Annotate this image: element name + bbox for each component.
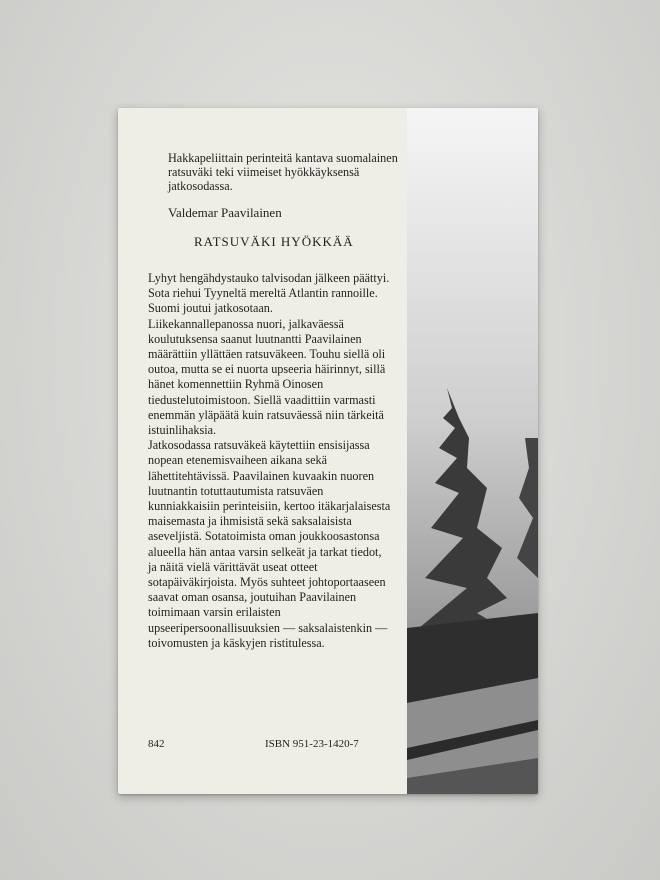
description-paragraph-2: Liikekannallepanossa nuori, jalkaväessä koulutuksensa saanut luutnantti Paavilainen määrättiin yllättäen ratsuväkeen. Touhu siellä oli outoa, mutta se ei nuorta upseeria häirinnyt, sillä hänet komennettiin Ryhmä Oinosen tiedustelutoimistoon. Siellä vaadittiin varmasti enemmän yläpäätä kuin ratsuväessä niin tärkeitä istuinlihaksia.: [148, 316, 386, 438]
book-back-cover: [118, 108, 538, 794]
book-title: RATSUVÄKI HYÖKKÄÄ: [194, 234, 354, 249]
product-code: 842: [148, 738, 165, 750]
text-panel: [118, 108, 407, 794]
isbn: ISBN 951-23-1420-7: [265, 738, 359, 750]
description: [148, 271, 393, 651]
blurb-text: Hakkapeliittain perinteitä kantava suomalainen ratsuväki teki viimeiset hyökkäyksensä jatkosodassa.: [168, 151, 398, 193]
landscape-photo: [407, 108, 538, 794]
author-name: Valdemar Paavilainen: [168, 205, 282, 220]
description-paragraph-3: Jatkosodassa ratsuväkeä käytettiin ensisijassa nopean etenemisvaiheen aikana sekä lähettitehtävissä. Paavilainen kuvaakin nuoren luutnantin totuttautumista ratsuväen kunniakkaisiin perinteisiin, kertoo itäkarjalaisesta maisemasta ja ihmisistä sekä saksalaisista aseveljistä. Sotatoimista oman joukkoosastonsa alueella hän antaa varsin selkeät ja tarkat tiedot, ja näitä vielä värittävät useat otteet sotapäiväkirjoista. Myös suhteet johtoportaaseen saavat oman osansa, joutuihan Paavilainen toimimaan varsin erilaisten upseeripersoonallisuuksien — saksalaistenkin — toivomusten ja käskyjen ristitulessa.: [148, 438, 391, 650]
description-paragraph-1: Lyhyt hengähdystauko talvisodan jälkeen päättyi. Sota riehui Tyyneltä mereltä Atlantin rannoille. Suomi joutui jatkosotaan.: [148, 271, 390, 316]
